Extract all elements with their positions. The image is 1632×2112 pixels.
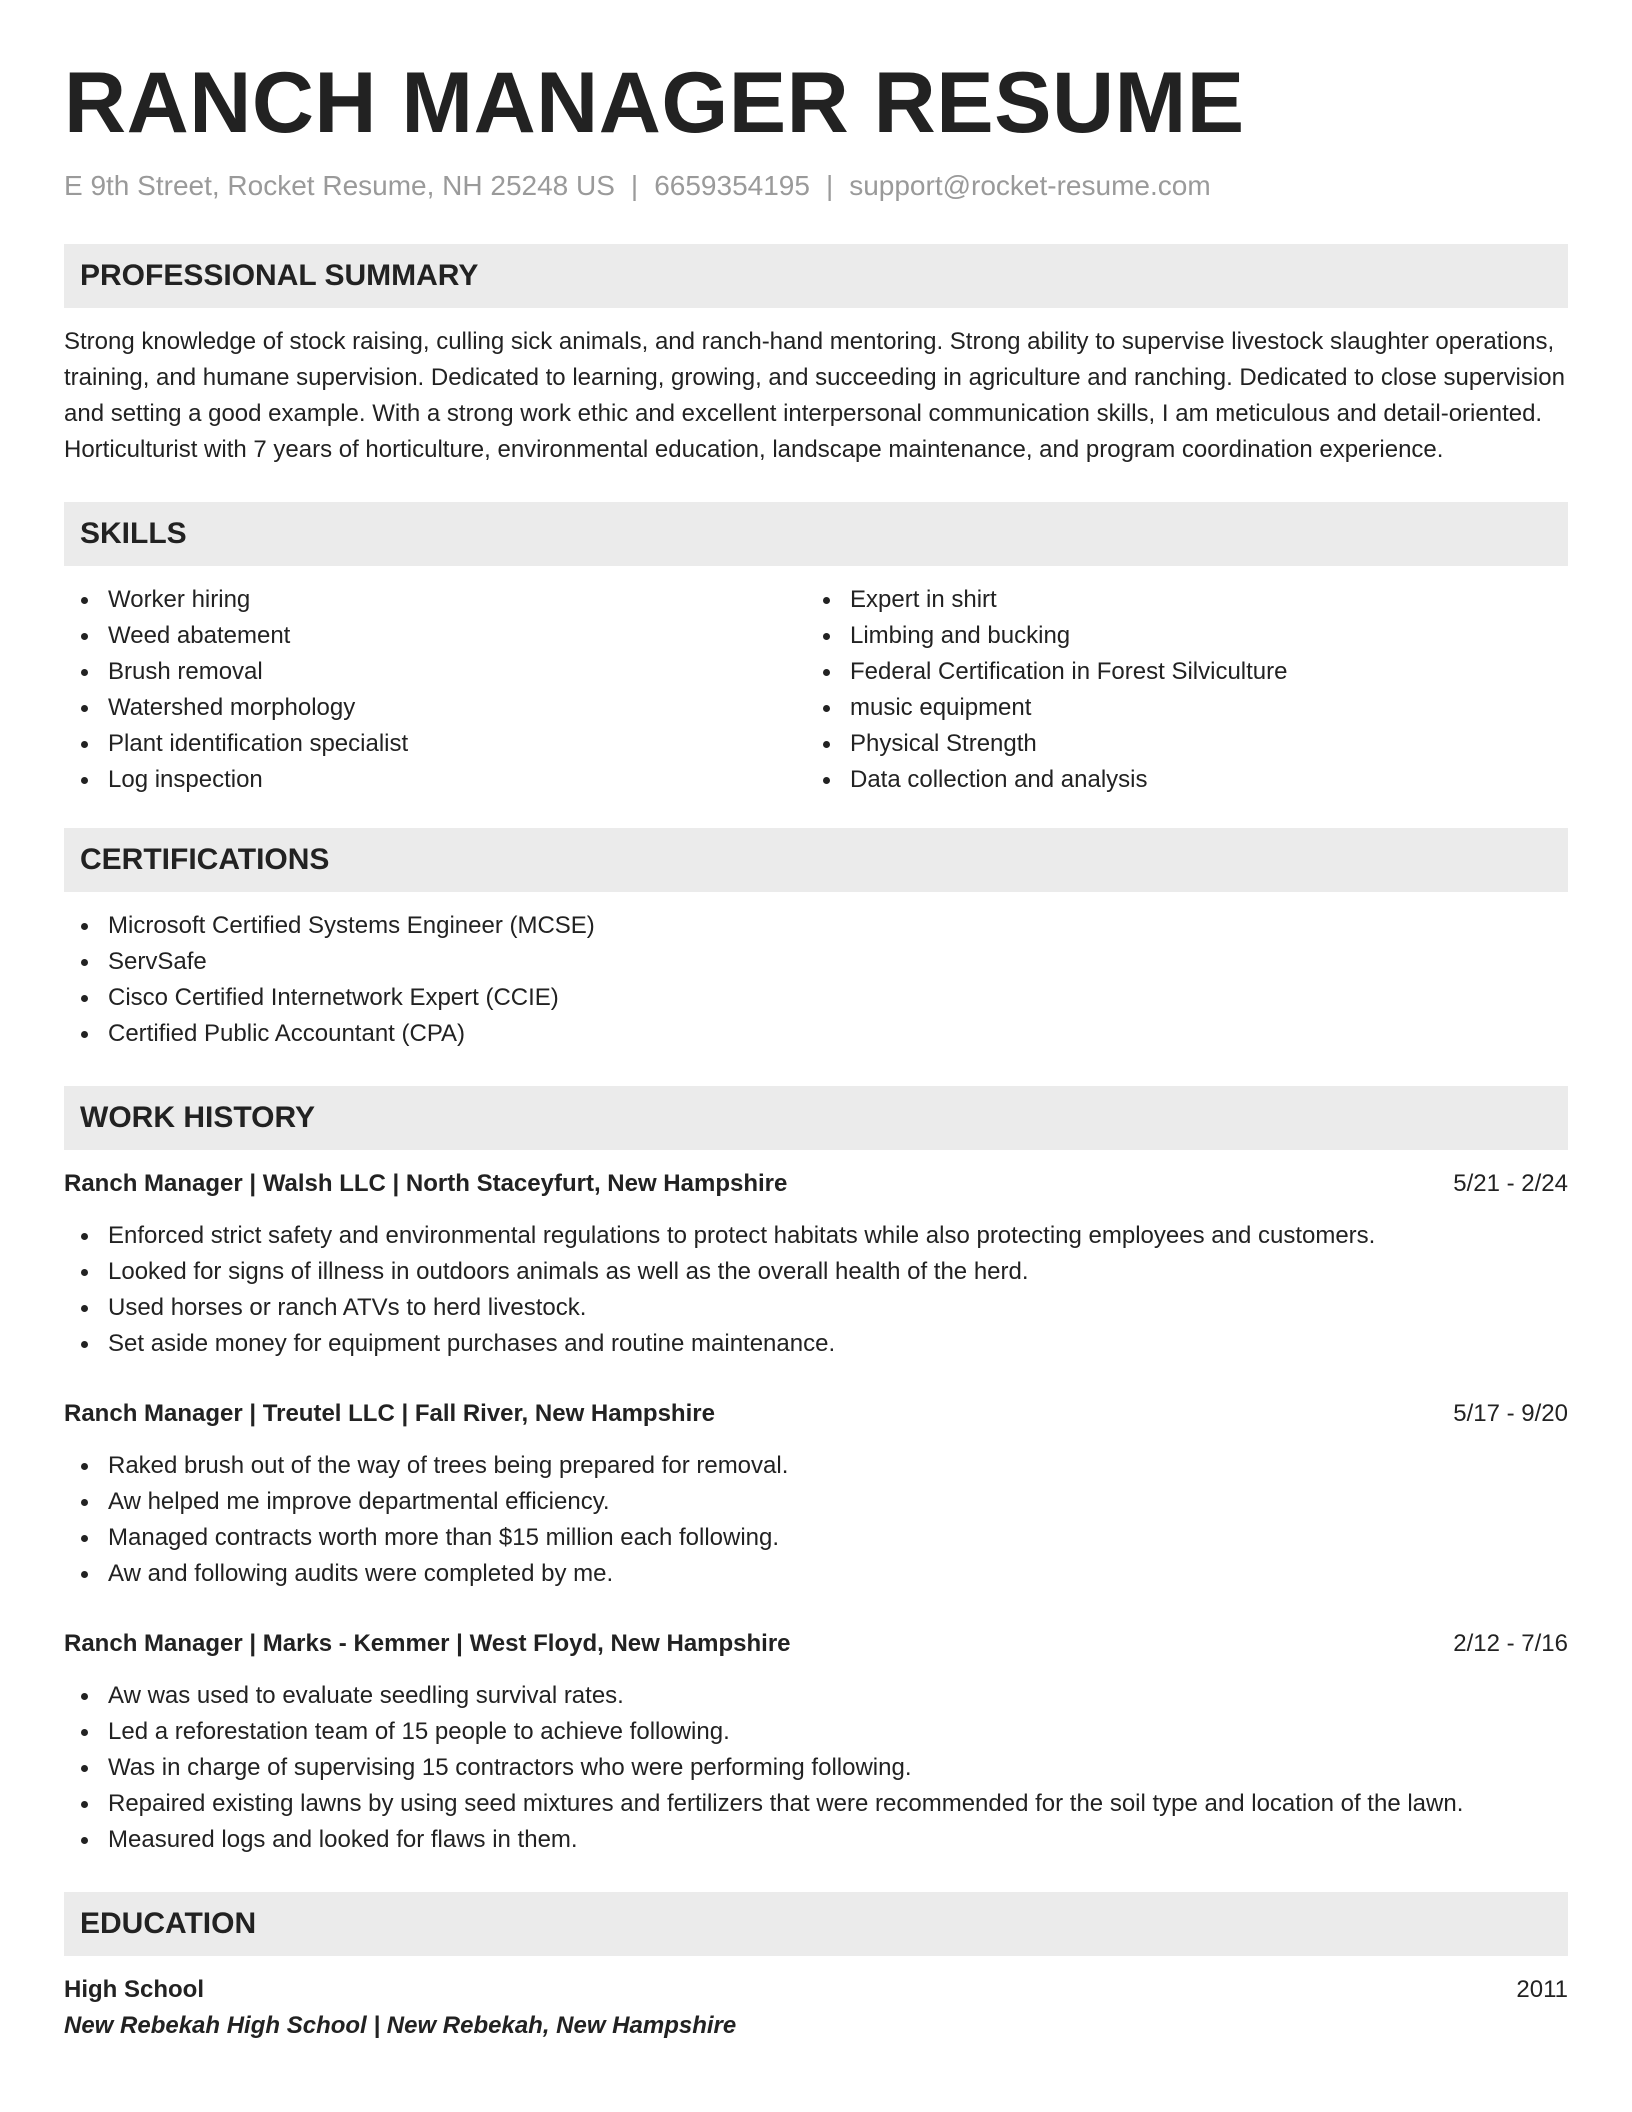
job-bullet: Enforced strict safety and environmental regulations to protect habitats while also protecting employees and customers. bbox=[64, 1218, 1568, 1254]
skill-item: Limbing and bucking bbox=[806, 618, 1548, 654]
job-title: Ranch Manager | Marks - Kemmer | West Floyd, New Hampshire bbox=[64, 1630, 791, 1657]
contact-separator: | bbox=[825, 170, 834, 201]
skill-item: Plant identification specialist bbox=[64, 726, 806, 762]
job-bullet: Was in charge of supervising 15 contractors who were performing following. bbox=[64, 1750, 1568, 1786]
skill-item: Data collection and analysis bbox=[806, 762, 1548, 798]
education-school: New Rebekah High School | New Rebekah, New Hampshire bbox=[64, 2012, 737, 2039]
job-bullet: Raked brush out of the way of trees being prepared for removal. bbox=[64, 1448, 1568, 1484]
contact-separator: | bbox=[630, 170, 639, 201]
contact-email[interactable]: support@rocket-resume.com bbox=[849, 170, 1211, 201]
job-header bbox=[64, 1396, 1568, 1432]
job-bullet: Aw and following audits were completed by me. bbox=[64, 1556, 1568, 1592]
education-year: 2011 bbox=[1516, 1976, 1568, 2003]
job-bullet: Looked for signs of illness in outdoors animals as well as the overall health of the herd. bbox=[64, 1254, 1568, 1290]
job-title: Ranch Manager | Treutel LLC | Fall River, New Hampshire bbox=[64, 1400, 715, 1427]
job-bullet: Used horses or ranch ATVs to herd livestock. bbox=[64, 1290, 1568, 1326]
certification-item: Cisco Certified Internetwork Expert (CCIE) bbox=[64, 980, 1568, 1016]
certifications-list bbox=[64, 908, 1568, 1052]
job-header bbox=[64, 1166, 1568, 1202]
skills-column-right bbox=[806, 582, 1548, 798]
skill-item: Watershed morphology bbox=[64, 690, 806, 726]
job-header bbox=[64, 1626, 1568, 1662]
skill-item: Expert in shirt bbox=[806, 582, 1548, 618]
skills-grid bbox=[64, 582, 1568, 798]
job-bullet: Led a reforestation team of 15 people to achieve following. bbox=[64, 1714, 1568, 1750]
contact-address: E 9th Street, Rocket Resume, NH 25248 US bbox=[64, 170, 615, 201]
job-bullet: Measured logs and looked for flaws in them. bbox=[64, 1822, 1568, 1858]
education-header bbox=[64, 1972, 1568, 2008]
section-header-summary: PROFESSIONAL SUMMARY bbox=[64, 244, 1568, 308]
skill-item: Brush removal bbox=[64, 654, 806, 690]
section-header-skills: SKILLS bbox=[64, 502, 1568, 566]
certification-item: Certified Public Accountant (CPA) bbox=[64, 1016, 1568, 1052]
job-dates: 2/12 - 7/16 bbox=[1453, 1630, 1568, 1657]
job-bullet: Set aside money for equipment purchases and routine maintenance. bbox=[64, 1326, 1568, 1362]
skill-item: Log inspection bbox=[64, 762, 806, 798]
certification-item: ServSafe bbox=[64, 944, 1568, 980]
job-entry bbox=[64, 1626, 1568, 1858]
skills-column-left bbox=[64, 582, 806, 798]
resume-title: RANCH MANAGER RESUME bbox=[64, 55, 1245, 151]
section-header-certifications: CERTIFICATIONS bbox=[64, 828, 1568, 892]
job-title: Ranch Manager | Walsh LLC | North Staceyfurt, New Hampshire bbox=[64, 1170, 788, 1197]
summary-text: Strong knowledge of stock raising, culling sick animals, and ranch-hand mentoring. Strong ability to supervise livestock slaughter operations, training, and humane supervision. Dedicated to learning, growing, and succeeding in agriculture and ranching. Dedicated to close supervision and setting a good example. With a strong work ethic and excellent interpersonal communication skills, I am meticulous and detail-oriented. Horticulturist with 7 years of horticulture, environmental education, landscape maintenance, and program coordination experience. bbox=[64, 328, 1565, 463]
education-entry bbox=[64, 1972, 1568, 2044]
job-bullet: Repaired existing lawns by using seed mixtures and fertilizers that were recommended for the soil type and location of the lawn. bbox=[64, 1786, 1568, 1822]
contact-line bbox=[64, 170, 1568, 202]
section-header-education: EDUCATION bbox=[64, 1892, 1568, 1956]
skill-item: music equipment bbox=[806, 690, 1548, 726]
job-dates: 5/17 - 9/20 bbox=[1453, 1400, 1568, 1427]
job-entry bbox=[64, 1396, 1568, 1592]
job-entry bbox=[64, 1166, 1568, 1362]
job-dates: 5/21 - 2/24 bbox=[1453, 1170, 1568, 1197]
education-degree: High School bbox=[64, 1976, 204, 2003]
contact-phone: 6659354195 bbox=[654, 170, 810, 201]
job-bullet: Aw was used to evaluate seedling survival rates. bbox=[64, 1678, 1568, 1714]
job-bullets bbox=[64, 1678, 1568, 1858]
job-bullets bbox=[64, 1218, 1568, 1362]
job-bullet: Aw helped me improve departmental efficiency. bbox=[64, 1484, 1568, 1520]
section-header-work-history: WORK HISTORY bbox=[64, 1086, 1568, 1150]
certification-item: Microsoft Certified Systems Engineer (MCSE) bbox=[64, 908, 1568, 944]
skill-item: Weed abatement bbox=[64, 618, 806, 654]
skill-item: Federal Certification in Forest Silviculture bbox=[806, 654, 1548, 690]
job-bullets bbox=[64, 1448, 1568, 1592]
skill-item: Physical Strength bbox=[806, 726, 1548, 762]
skill-item: Worker hiring bbox=[64, 582, 806, 618]
job-bullet: Managed contracts worth more than $15 million each following. bbox=[64, 1520, 1568, 1556]
